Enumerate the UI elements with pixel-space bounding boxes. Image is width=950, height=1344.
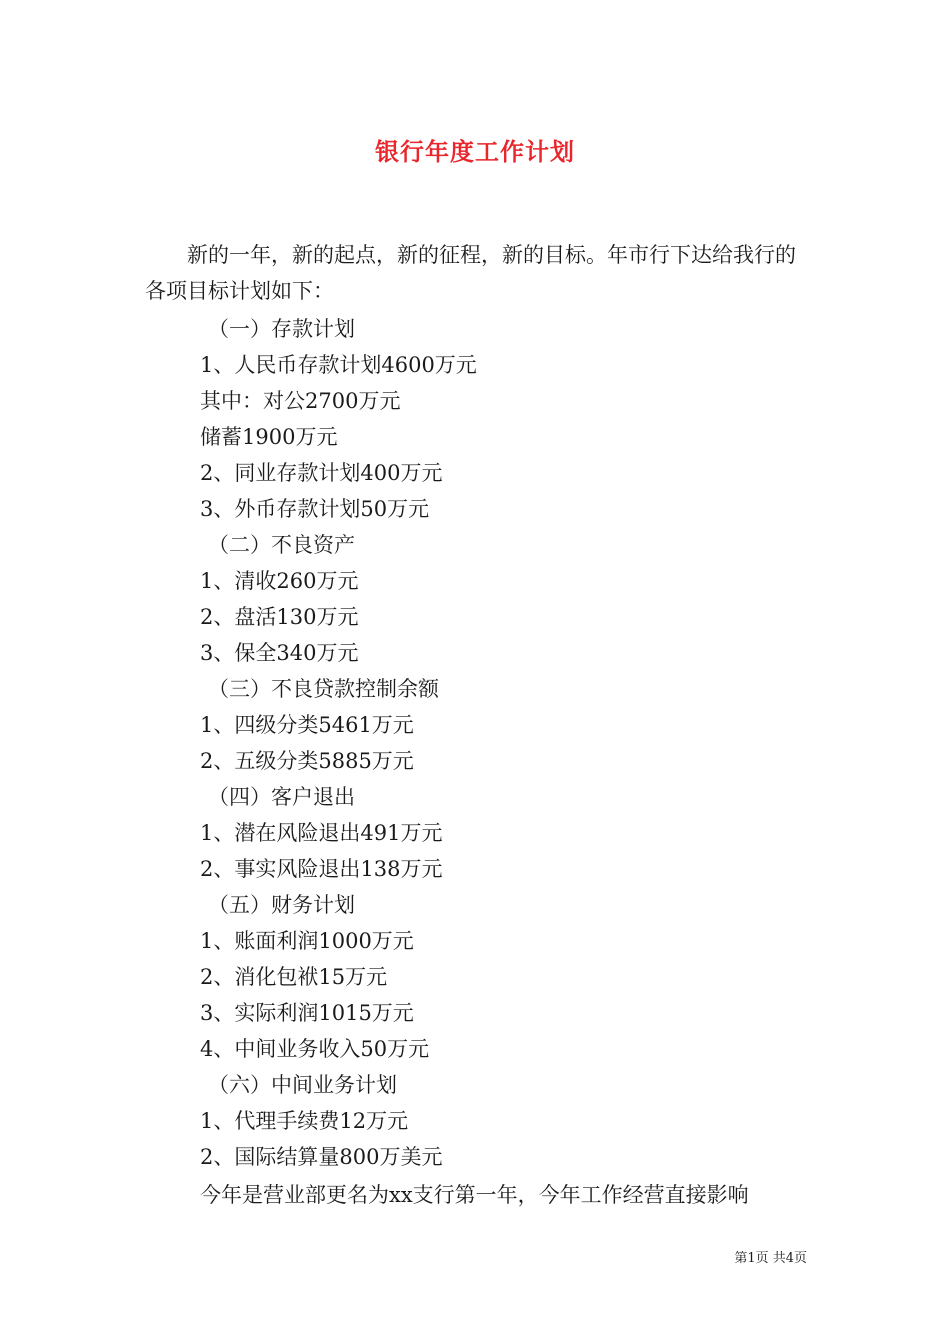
plan-item: 2、事实风险退出138万元 bbox=[200, 857, 443, 881]
page-footer: 第1页 共4页 bbox=[734, 1251, 807, 1266]
plan-list bbox=[200, 311, 477, 1175]
plan-item: 2、盘活130万元 bbox=[200, 605, 359, 629]
section-heading: （五）财务计划 bbox=[208, 893, 355, 917]
plan-item: 其中：对公2700万元 bbox=[200, 389, 401, 413]
section-heading: （一）存款计划 bbox=[208, 317, 355, 341]
plan-item: 2、五级分类5885万元 bbox=[200, 749, 414, 773]
intro-paragraph: 新的一年，新的起点，新的征程，新的目标。年市行下达给我行的各项目标计划如下： bbox=[145, 243, 796, 303]
plan-item: 3、保全340万元 bbox=[200, 641, 359, 665]
plan-item: 2、消化包袱15万元 bbox=[200, 965, 388, 989]
plan-item: 1、代理手续费12万元 bbox=[200, 1109, 409, 1133]
section-heading: （二）不良资产 bbox=[208, 533, 355, 557]
section-heading: （六）中间业务计划 bbox=[208, 1073, 397, 1097]
document-title: 银行年度工作计划 bbox=[375, 137, 575, 166]
plan-item: 2、国际结算量800万美元 bbox=[200, 1145, 443, 1169]
plan-item: 3、实际利润1015万元 bbox=[200, 1001, 414, 1025]
plan-item: 储蓄1900万元 bbox=[200, 425, 338, 449]
plan-item: 3、外币存款计划50万元 bbox=[200, 497, 430, 521]
section-heading: （三）不良贷款控制余额 bbox=[208, 677, 439, 701]
plan-item: 4、中间业务收入50万元 bbox=[200, 1037, 430, 1061]
plan-item: 1、人民币存款计划4600万元 bbox=[200, 353, 477, 377]
closing-paragraph: 今年是营业部更名为xx支行第一年，今年工作经营直接影响 bbox=[200, 1183, 749, 1207]
plan-item: 1、四级分类5461万元 bbox=[200, 713, 414, 737]
plan-item: 1、清收260万元 bbox=[200, 569, 359, 593]
plan-item: 1、账面利润1000万元 bbox=[200, 929, 414, 953]
plan-item: 2、同业存款计划400万元 bbox=[200, 461, 443, 485]
section-heading: （四）客户退出 bbox=[208, 785, 355, 809]
plan-item: 1、潜在风险退出491万元 bbox=[200, 821, 443, 845]
